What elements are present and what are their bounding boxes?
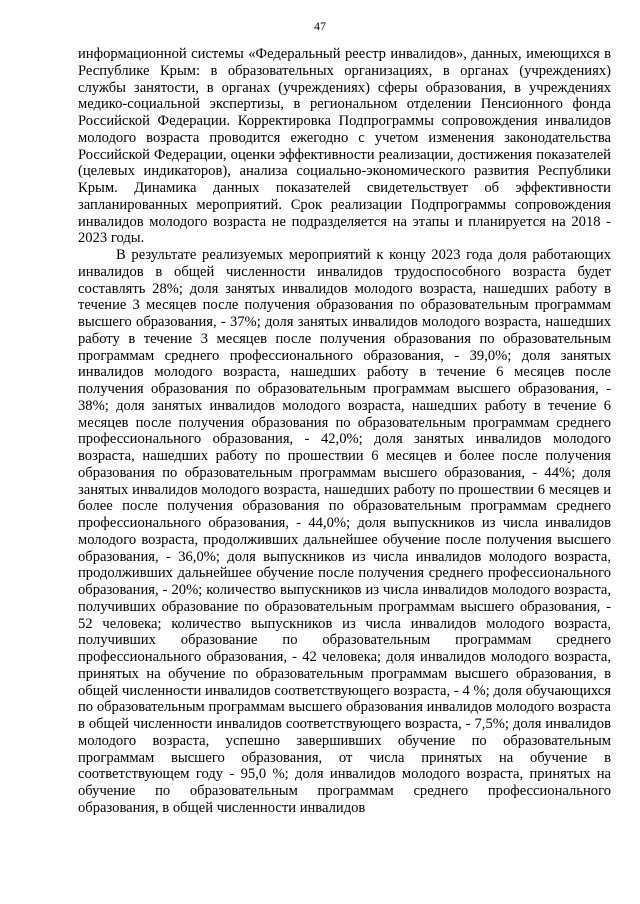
paragraph-2: В результате реализуемых мероприятий к концу 2023 года доля работающих инвалидов в общей численности инвалидов трудоспособного возраста будет составлять 28%; доля занятых инвалидов молодого возраста, нашедших работу в течение 3 месяцев после получения образования по образовательным программам высшего образования, - 37%; доля занятых инвалидов молодого возраста, нашедших работу в течение 3 месяцев после получения образования по образовательным программам среднего профессионального образования, - 39,0%; доля занятых инвалидов молодого возраста, нашедших работу в течение 6 месяцев после получения образования по образовательным программам высшего образования, - 38%; доля занятых инвалидов молодого возраста, нашедших работу в течение 6 месяцев после получения образования по образовательным программам среднего профессионального образования, - 42,0%; доля занятых инвалидов молодого возраста, нашедших работу по прошествии 6 месяцев и более после получения образования по образовательным программам высшего образования, - 44%; доля занятых инвалидов молодого возраста, нашедших работу по прошествии 6 месяцев и более после получения образования по образовательным программам среднего профессионального образования, - 44,0%; доля выпускников из числа инвалидов молодого возраста, продолживших дальнейшее обучение после получения высшего образования, - 36,0%; доля выпускников из числа инвалидов молодого возраста, продолживших дальнейшее обучение после получения среднего профессионального образования, - 20%; количество выпускников из числа инвалидов молодого возраста, получивших образование по образовательным программам высшего образования, - 52 человека; количество выпускников из числа инвалидов молодого возраста, получивших образование по образовательным программам среднего профессионального образования, - 42 человека; доля инвалидов молодого возраста, принятых на обучение по образовательным программам высшего образования, в общей численности инвалидов соответствующего возраста, - 4 %; доля обучающихся по образовательным программам высшего образования инвалидов молодого возраста в общей численности инвалидов соответствующего возраста, - 7,5%; доля инвалидов молодого возраста, успешно завершивших обучение по образовательным программам высшего образования, от числа принятых на обучение в соответствующем году - 95,0 %; доля инвалидов молодого возраста, принятых на обучение по образовательным программам среднего профессионального образования, в общей численности инвалидов [78, 247, 611, 816]
body-text [78, 46, 611, 817]
page-number: 47 [314, 19, 326, 33]
paragraph-1: информационной системы «Федеральный реестр инвалидов», данных, имеющихся в Республике Крым: в образовательных организациях, в органах (учреждениях) службы занятости, в органах (учреждениях) сферы образования, в учреждениях медико-социальной экспертизы, в региональном отделении Пенсионного фонда Российской Федерации. Корректировка Подпрограммы сопровождения инвалидов молодого возраста проводится ежегодно с учетом изменения законодательства Российской Федерации, оценки эффективности реализации, достижения показателей (целевых индикаторов), анализа социально-экономического развития Республики Крым. Динамика данных показателей свидетельствует об эффективности запланированных мероприятий. Срок реализации Подпрограммы сопровождения инвалидов молодого возраста не подразделяется на этапы и планируется на 2018 - 2023 годы. [78, 46, 611, 247]
